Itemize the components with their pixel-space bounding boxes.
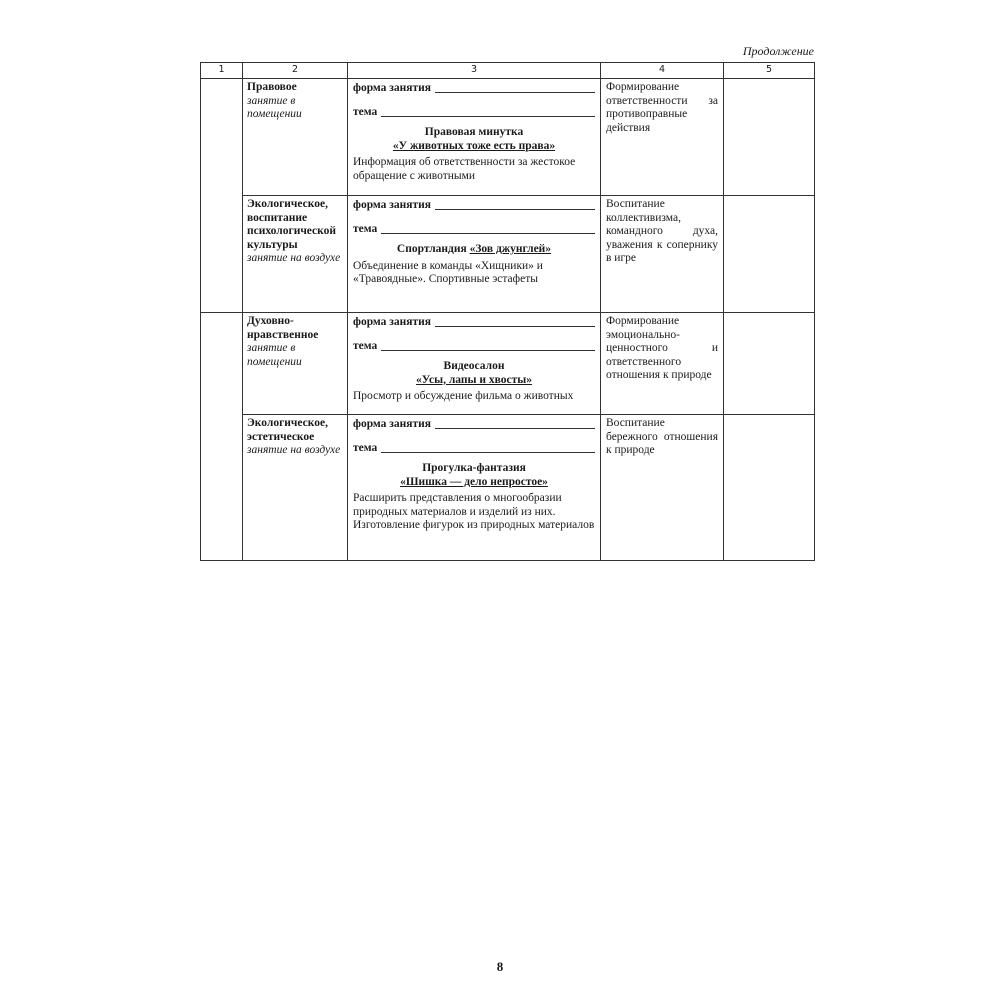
activity-description: Объединение в команды «Хищники» и «Травоядные». Спортивные эстафеты: [353, 259, 543, 285]
activity-type: Правовая минутка: [424, 126, 524, 138]
activity-place: занятие в помещении: [247, 342, 302, 368]
notes-cell: [724, 196, 815, 313]
notes-cell: [724, 415, 815, 561]
topic-label: тема: [353, 339, 378, 352]
column-number: 5: [724, 63, 815, 79]
activity-cell: [348, 196, 601, 313]
date-cell: [201, 79, 243, 313]
direction-cell: [243, 313, 348, 415]
activity-plan-table: [200, 62, 815, 561]
activity-type: Видеосалон: [443, 360, 505, 372]
direction-cell: [243, 415, 348, 561]
topic-label: тема: [353, 441, 378, 454]
activity-title-line: [353, 140, 595, 154]
direction-cell: [243, 79, 348, 196]
activity-title: «Шишка — дело непростое»: [400, 475, 548, 488]
activity-type: Прогулка-фантазия: [422, 462, 526, 474]
date-cell: [201, 313, 243, 561]
activity-title: «У животных тоже есть права»: [392, 139, 556, 152]
activity-topic-field: [353, 105, 595, 119]
activity-form-field: [353, 417, 595, 431]
direction-name: Духовно-нравственное: [247, 315, 319, 341]
goal-cell: Формирование ответственности за противоправные действия: [601, 79, 724, 196]
table-row: [201, 79, 815, 196]
goal-cell: Формирование эмоционально-ценностного и ответственного отношения к природе: [601, 313, 724, 415]
column-number-row: [201, 63, 815, 79]
activity-form-field: [353, 315, 595, 329]
topic-label: тема: [353, 222, 378, 235]
table-row: [201, 415, 815, 561]
activity-type: Спортландия: [396, 243, 467, 255]
continuation-label: Продолжение: [742, 44, 814, 58]
column-number: 4: [601, 63, 724, 79]
activity-title-line: [353, 374, 595, 388]
notes-cell: [724, 79, 815, 196]
form-label: форма занятия: [353, 81, 432, 94]
direction-name: Правовое: [247, 81, 297, 93]
activity-heading: [353, 243, 595, 257]
goal-cell: Воспитание бережного отношения к природе: [601, 415, 724, 561]
form-label: форма занятия: [353, 198, 432, 211]
activity-cell: [348, 313, 601, 415]
column-number: 2: [243, 63, 348, 79]
notes-cell: [724, 313, 815, 415]
activity-title: «Зов джунглей»: [469, 243, 552, 255]
activity-topic-field: [353, 222, 595, 236]
goal-cell: Воспитание коллективизма, командного духа, уважения к сопернику в игре: [601, 196, 724, 313]
activity-description: Информация об ответственности за жестокое обращение с животными: [353, 156, 576, 182]
activity-description: Просмотр и обсуждение фильма о животных: [353, 390, 574, 402]
table-row: [201, 313, 815, 415]
topic-label: тема: [353, 105, 378, 118]
direction-name: Экологическое, эстетическое: [247, 417, 328, 443]
activity-cell: [348, 79, 601, 196]
activity-title: «Усы, лапы и хвосты»: [416, 373, 532, 386]
activity-topic-field: [353, 441, 595, 455]
page-number: 8: [496, 959, 504, 974]
form-label: форма занятия: [353, 315, 432, 328]
table-row: [201, 196, 815, 313]
direction-name: Экологическое, воспитание психологической культуры: [247, 198, 337, 251]
column-number: 3: [348, 63, 601, 79]
activity-title-line: [353, 476, 595, 490]
activity-place: занятие на воздухе: [247, 444, 341, 456]
direction-cell: [243, 196, 348, 313]
column-number: 1: [201, 63, 243, 79]
activity-form-field: [353, 198, 595, 212]
activity-description: Расширить представления о многообразии природных материалов и изделий из них. Изготовление фигурок из природных материалов: [353, 492, 595, 531]
activity-place: занятие в помещении: [247, 94, 302, 120]
activity-cell: [348, 415, 601, 561]
activity-form-field: [353, 81, 595, 95]
form-label: форма занятия: [353, 417, 432, 430]
activity-topic-field: [353, 339, 595, 353]
activity-place: занятие на воздухе: [247, 252, 341, 264]
